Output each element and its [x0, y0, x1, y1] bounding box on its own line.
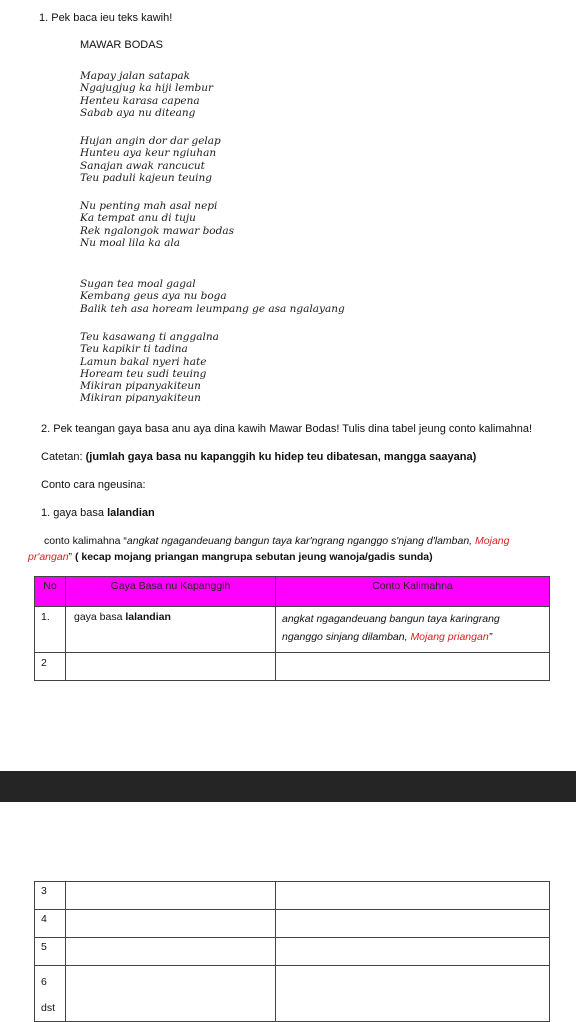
cell-gaya-basa-empty[interactable] — [66, 938, 276, 966]
cell-dst: dst — [41, 1002, 56, 1014]
poem-line: Balik teh asa hoream leumpang ge asa ngalayang — [80, 302, 345, 315]
poem-stanza-1 — [80, 70, 213, 119]
table-row — [35, 966, 550, 1022]
question-1-prompt: 1. Pek baca ieu teks kawih! — [39, 12, 173, 24]
cell-gaya-term: lalandian — [125, 611, 171, 623]
question-2-prompt: 2. Pek teangan gaya basa anu aya dina kawih Mawar Bodas! Tulis dina tabel jeung conto kalimahna! — [41, 423, 533, 435]
example-sentence-prefix: conto kalimahna “ — [44, 535, 127, 547]
header-conto: Conto Kalimahna — [276, 577, 550, 607]
poem-line: Mapay jalan satapak — [80, 70, 190, 82]
poem-stanza-2 — [80, 135, 221, 184]
cell-no: 2 — [35, 653, 66, 681]
table-row — [35, 882, 550, 910]
poem-stanza-5 — [80, 331, 219, 405]
poem-line: Hoream teu sudi teuing — [80, 367, 207, 380]
cell-gaya-prefix: gaya basa — [74, 611, 126, 623]
poem-line: Sugan tea moal gagal — [80, 278, 196, 290]
poem-line: Lamun bakal nyeri hate — [80, 355, 207, 368]
poem-title: MAWAR BODAS — [80, 39, 163, 51]
poem-line: Mikiran pipanyakiteun — [80, 380, 201, 393]
example-item-term: lalandian — [107, 507, 155, 519]
cell-no: 5 — [35, 938, 66, 966]
table-header-row — [35, 577, 550, 607]
cell-no: 3 — [35, 882, 66, 910]
poem-line: Nu moal lila ka ala — [80, 236, 181, 249]
cell-no: 6 — [41, 976, 47, 988]
cell-gaya-basa-empty[interactable] — [66, 966, 276, 1022]
note-text: (jumlah gaya basa nu kapanggih ku hidep teu dibatesan, mangga saayana) — [85, 451, 477, 463]
example-sentence-red-1: Mojang — [475, 535, 510, 547]
poem-line: Nu penting mah asal nepi — [80, 200, 218, 212]
cell-gaya-basa-empty[interactable] — [66, 910, 276, 938]
cell-conto-empty[interactable] — [276, 910, 550, 938]
table-row — [35, 910, 550, 938]
example-heading: Conto cara ngeusina: — [41, 479, 146, 491]
cell-conto-empty[interactable] — [276, 653, 550, 681]
poem-line: Kembang geus aya nu boga — [80, 290, 227, 303]
table-row — [35, 938, 550, 966]
cell-conto — [276, 607, 550, 653]
poem-line: Hujan angin dor dar gelap — [80, 135, 221, 147]
example-sentence-red-2: pr'angan — [28, 551, 69, 563]
cell-conto-empty[interactable] — [276, 882, 550, 910]
poem-line: Hunteu aya keur ngiuhan — [80, 147, 217, 160]
example-sentence-line-1 — [44, 535, 509, 547]
poem-line: Ka tempat anu di tuju — [80, 212, 196, 225]
poem-line: Sabab aya nu diteang — [80, 106, 196, 119]
cell-gaya-basa-empty[interactable] — [66, 882, 276, 910]
page-gap-band — [0, 771, 576, 802]
poem-line: Teu kapikir ti tadina — [80, 343, 188, 356]
header-no: No — [35, 577, 66, 607]
table-row — [35, 653, 550, 681]
cell-conto-plain: nganggo sinjang dilamban, — [282, 631, 411, 643]
gaya-basa-table-continued — [34, 881, 550, 1022]
example-item — [41, 507, 155, 519]
poem-line: Sanajan awak rancucut — [80, 159, 205, 172]
cell-no: 1. — [35, 607, 66, 653]
cell-no-last — [35, 966, 66, 1022]
poem-line: Teu paduli kajeun teuing — [80, 171, 213, 184]
example-sentence-line-2 — [28, 551, 433, 563]
table-row — [35, 607, 550, 653]
cell-gaya-basa — [66, 607, 276, 653]
poem-line: Mikiran pipanyakiteun — [80, 392, 201, 405]
poem-line: Henteu karasa capena — [80, 94, 200, 107]
cell-conto-empty[interactable] — [276, 938, 550, 966]
header-gaya-basa: Gaya Basa nu Kapanggih — [66, 577, 276, 607]
poem-stanza-4 — [80, 278, 345, 315]
cell-conto-empty[interactable] — [276, 966, 550, 1022]
poem-line: Rek ngalongok mawar bodas — [80, 224, 234, 237]
example-sentence-close: ” — [68, 551, 73, 563]
note-label: Catetan: — [41, 451, 86, 463]
poem-stanza-3 — [80, 200, 234, 249]
example-item-prefix: 1. gaya basa — [41, 507, 108, 519]
note-line — [41, 451, 476, 463]
cell-conto-line-1: angkat ngagandeuang bangun taya karingrang — [282, 613, 500, 625]
cell-gaya-basa-empty[interactable] — [66, 653, 276, 681]
gaya-basa-table — [34, 576, 550, 681]
cell-conto-close: ” — [488, 631, 493, 643]
cell-conto-red: Mojang priangan — [410, 631, 489, 643]
example-sentence-explain: ( kecap mojang priangan mangrupa sebutan jeung wanoja/gadis sunda) — [72, 551, 433, 563]
cell-no: 4 — [35, 910, 66, 938]
cell-conto-line-2 — [282, 628, 549, 646]
poem-line: Teu kasawang ti anggalna — [80, 331, 219, 343]
example-sentence-italic: angkat ngagandeuang bangun taya kar'ngrang nganggo s'njang d'lamban, — [126, 535, 476, 547]
poem-line: Ngajugjug ka hiji lembur — [80, 82, 214, 95]
